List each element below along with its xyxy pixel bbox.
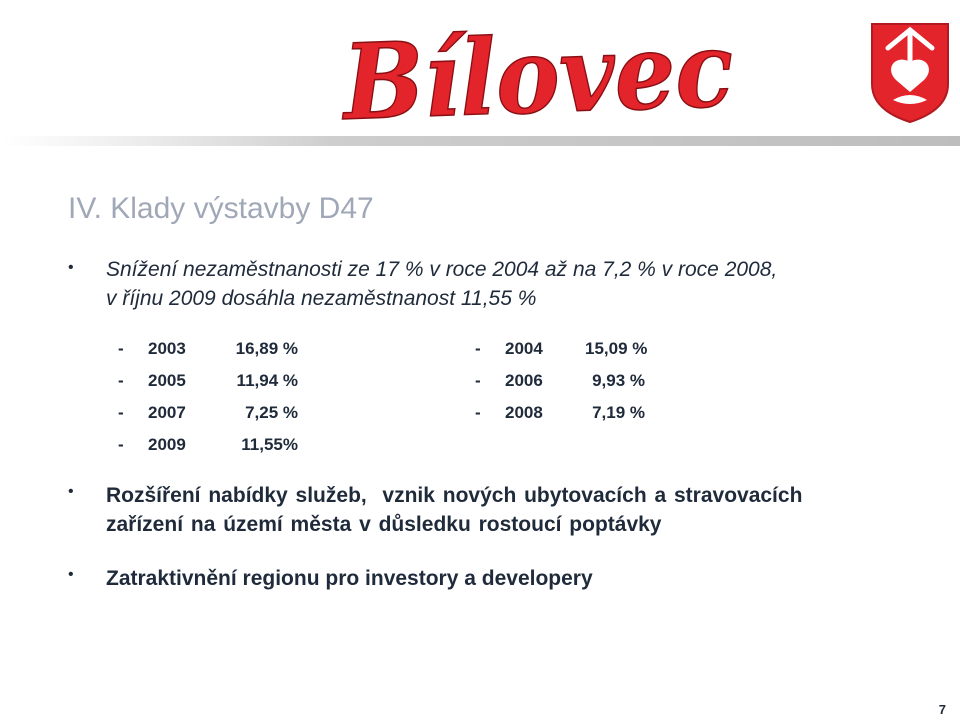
stat-dash: - (118, 371, 124, 390)
stat-value: 11,94 % (236, 371, 298, 390)
bullet-line: Rozšíření nabídky služeb, vznik nových ubytovacích a stravovacích (106, 484, 803, 507)
stat-value: 16,89 % (235, 339, 298, 358)
bullet-investors (68, 564, 948, 593)
stat-dash: - (118, 435, 124, 454)
bullet-icon: • (68, 483, 74, 500)
coat-of-arms-icon (872, 24, 948, 122)
stat-year: 2007 (148, 403, 186, 422)
stat-year: 2005 (148, 371, 186, 390)
bullet-services (68, 481, 948, 539)
bullet-line: v říjnu 2009 dosáhla nezaměstnanost 11,55 % (106, 287, 537, 310)
bullet-text (106, 255, 948, 313)
bullet-line: zařízení na území města v důsledku rostoucí poptávky (106, 513, 662, 536)
bullet-line: Snížení nezaměstnanosti ze 17 % v roce 2004 až na 7,2 % v roce 2008, (106, 258, 778, 281)
stat-dash: - (475, 371, 481, 390)
bullet-text (106, 481, 948, 539)
stat-value: 15,09 % (585, 339, 648, 358)
stat-dash: - (118, 339, 124, 358)
header (0, 0, 960, 150)
header-graphics (0, 0, 960, 150)
bullet-unemployment (68, 255, 948, 313)
stat-value: 7,19 % (592, 403, 645, 422)
stat-value: 11,55% (241, 435, 298, 454)
stat-value: 9,93 % (592, 371, 645, 390)
stat-dash: - (475, 339, 481, 358)
stat-dash: - (475, 403, 481, 422)
bullet-icon: • (68, 566, 74, 583)
stat-year: 2003 (148, 339, 186, 358)
stat-year: 2006 (505, 371, 543, 390)
stat-dash: - (118, 403, 124, 422)
stat-value: 7,25 % (245, 403, 298, 422)
stat-year: 2009 (148, 435, 186, 454)
stat-year: 2004 (505, 339, 543, 358)
bullet-text (106, 564, 948, 593)
logo-wordmark: Bílovec (341, 6, 772, 144)
slide-title: IV. Klady výstavby D47 (68, 192, 374, 225)
bullet-line: Zatraktivnění regionu pro investory a developery (106, 567, 593, 590)
page-number: 7 (938, 702, 946, 717)
bilovec-logo (338, 6, 772, 144)
stat-year: 2008 (505, 403, 543, 422)
bullet-icon: • (68, 259, 74, 276)
